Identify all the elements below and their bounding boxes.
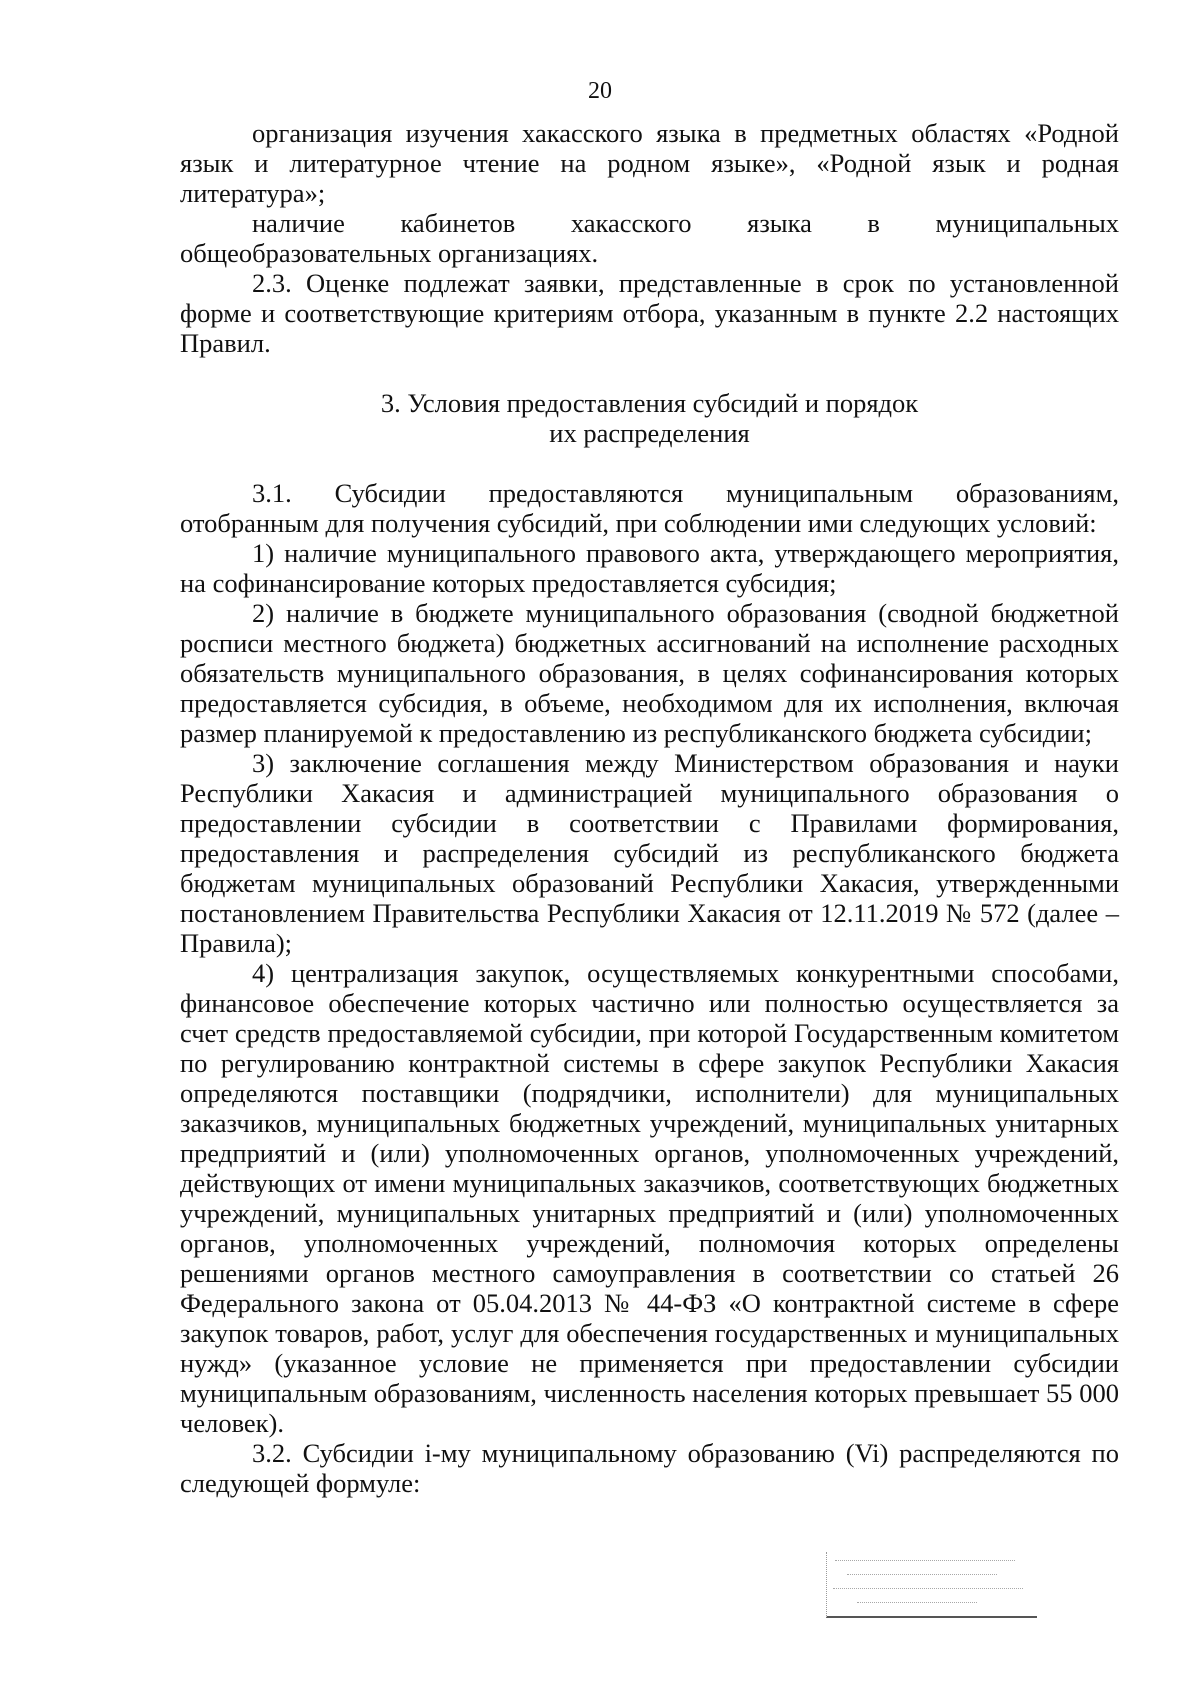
paragraph-hakass-classrooms: наличие кабинетов хакасского языка в муниципальных общеобразовательных организациях. (180, 208, 1119, 268)
document-body (180, 118, 1119, 1498)
paragraph-condition-1: 1) наличие муниципального правового акта, утверждающего мероприятия, на софинансирование которых предоставляется субсидия; (180, 538, 1119, 598)
paragraph-3-1: 3.1. Субсидии предоставляются муниципальным образованиям, отобранным для получения субсидий, при соблюдении ими следующих условий: (180, 478, 1119, 538)
paragraph-3-2: 3.2. Субсидии i-му муниципальному образованию (Vi) распределяются по следующей формуле: (180, 1438, 1119, 1498)
paragraph-hakass-language-study: организация изучения хакасского языка в предметных областях «Родной язык и литературное чтение на родном языке», «Родной язык и родная литература»; (180, 118, 1119, 208)
paragraph-condition-3: 3) заключение соглашения между Министерством образования и науки Республики Хакасия и администрацией муниципального образования о предоставлении субсидии в соответствии с Правилами формирования, предоставления и распределения субсидий из республиканского бюджета бюджетам муниципальных образований Республики Хакасия, утвержденными постановлением Правительства Республики Хакасия от 12.11.2019 № 572 (далее – Правила); (180, 748, 1119, 958)
spacer (180, 448, 1119, 478)
paragraph-2-3: 2.3. Оценке подлежат заявки, представленные в срок по установленной форме и соответствующие критериям отбора, указанным в пункте 2.2 настоящих Правил. (180, 268, 1119, 358)
section-heading-line-1: 3. Условия предоставления субсидий и порядок (380, 388, 919, 418)
page-number: 20 (588, 78, 612, 104)
paragraph-condition-2: 2) наличие в бюджете муниципального образования (сводной бюджетной росписи местного бюджета) бюджетных ассигнований на исполнение расходных обязательств муниципального образования, в целях софинансирования которых предоставляется субсидия, в объеме, необходимом для их исполнения, включая размер планируемой к предоставлению из республиканского бюджета субсидии; (180, 598, 1119, 748)
spacer (180, 358, 1119, 388)
section-heading-line-2: их распределения (549, 418, 750, 448)
faded-stamp (826, 1552, 1037, 1618)
paragraph-condition-4: 4) централизация закупок, осуществляемых конкурентными способами, финансовое обеспечение которых частично или полностью осуществляется за счет средств предоставляемой субсидии, при которой Государственным комитетом по регулированию контрактной системы в сфере закупок Республики Хакасия определяются поставщики (подрядчики, исполнители) для муниципальных заказчиков, муниципальных бюджетных учреждений, муниципальных унитарных предприятий и (или) уполномоченных органов, уполномоченных учреждений, действующих от имени муниципальных заказчиков, соответствующих бюджетных учреждений, муниципальных унитарных предприятий и (или) уполномоченных органов, уполномоченных учреждений, полномочия которых определены решениями органов местного самоуправления в соответствии со статьей 26 Федерального закона от 05.04.2013 № 44-ФЗ «О контрактной системе в сфере закупок товаров, работ, услуг для обеспечения государственных и муниципальных нужд» (указанное условие не применяется при предоставлении субсидии муниципальным образованиям, численность населения которых превышает 55 000 человек). (180, 958, 1119, 1438)
